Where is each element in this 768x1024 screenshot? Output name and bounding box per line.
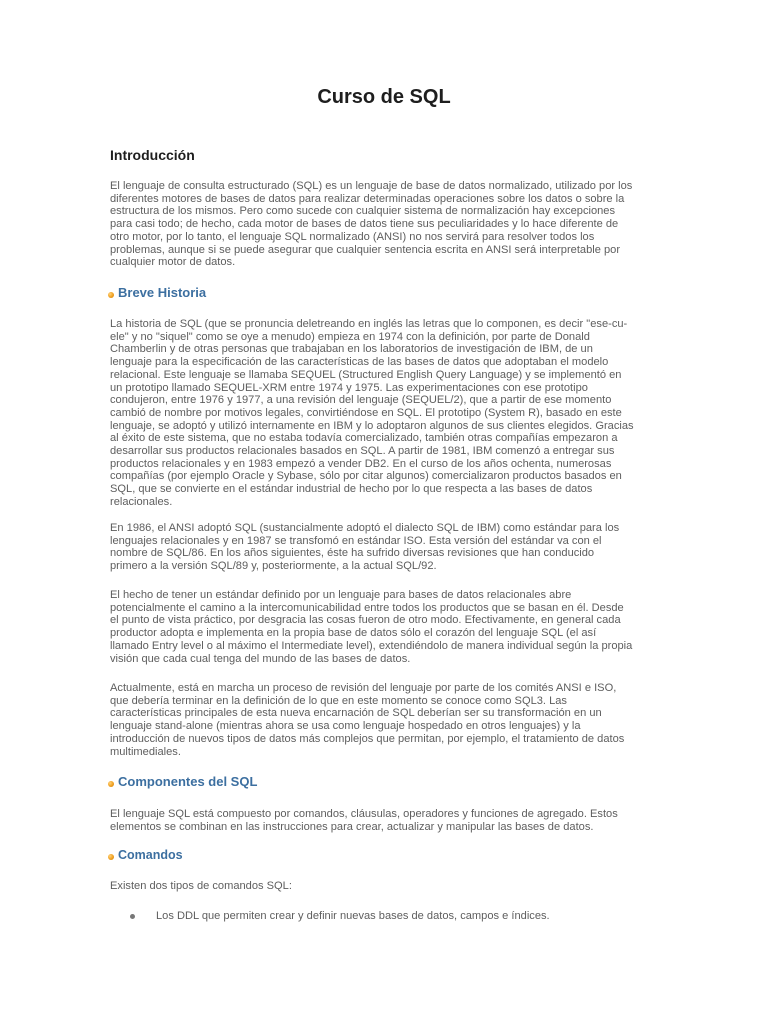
text-line: En 1986, el ANSI adoptó SQL (sustancialmente adoptó el dialecto SQL de IBM) como estándar para los bbox=[110, 522, 620, 534]
text-line: desarrollar sus productos relacionales basados en SQL. A partir de 1981, IBM comenzó a entregar sus bbox=[110, 445, 615, 458]
text-line: relacional. Este lenguaje se llamaba SEQUEL (Structured English Query Language) y se implementó en bbox=[110, 368, 622, 381]
text-line: El lenguaje SQL está compuesto por comandos, cláusulas, operadores y funciones de agregado. Estos bbox=[110, 808, 618, 820]
text-line: productos relacionales y en 1983 empezó a vender DB2. En el curso de los años ochenta, numerosas bbox=[110, 457, 612, 470]
section-heading-historia bbox=[108, 285, 206, 300]
text-line: elementos se combinan en las instrucciones para crear, actualizar y manipular las bases de datos. bbox=[110, 820, 594, 833]
text-line: visión que cada cual tenga del mundo de las bases de datos. bbox=[110, 652, 411, 665]
text-line: introducción de nuevos tipos de datos más complejos que permitan, por ejemplo, el tratamiento de datos bbox=[110, 732, 625, 745]
text-line: lenguaje, se adoptó y utilizó internamente en IBM y lo adoptaron algunos de sus clientes elegidos. Gracias bbox=[110, 419, 634, 432]
orange-bullet-icon bbox=[108, 292, 114, 298]
section-heading-label: Comandos bbox=[118, 848, 183, 862]
text-line: productor adopta e implementa en la propia base de datos sólo el corazón del lenguaje SQL (el así bbox=[110, 627, 597, 640]
text-line: llamado Entry level o al máximo el Intermediate level), extendiéndolo de manera individual según la propia bbox=[110, 639, 633, 652]
text-line: que debería terminar en la definición de lo que en este momento se conoce como SQL3. Las bbox=[110, 694, 567, 707]
section-heading-componentes bbox=[108, 774, 257, 789]
section-heading-comandos bbox=[108, 848, 183, 862]
text-line: Existen dos tipos de comandos SQL: bbox=[110, 880, 292, 892]
text-line: cualquier motor de datos. bbox=[110, 256, 236, 269]
intro-paragraph bbox=[110, 180, 660, 269]
text-line: El hecho de tener un estándar definido por un lenguaje para bases de datos relacionales abre bbox=[110, 589, 572, 601]
historia-paragraph-2 bbox=[110, 522, 660, 573]
historia-paragraph-1 bbox=[110, 318, 660, 509]
text-line: La historia de SQL (que se pronuncia deletreando en inglés las letras que lo componen, es decir "ese-cu- bbox=[110, 318, 628, 330]
orange-bullet-icon bbox=[108, 854, 114, 860]
comandos-paragraph bbox=[110, 880, 660, 893]
text-line: relacionales. bbox=[110, 495, 173, 508]
text-line: Actualmente, está en marcha un proceso de revisión del lenguaje por parte de los comités ANSI e ISO, bbox=[110, 682, 617, 694]
text-line: cambió de nombre por motivos legales, convirtiéndose en SQL. El prototipo (System R), basado en este bbox=[110, 406, 622, 419]
text-line: el punto de vista práctico, por desgracia las cosas fueron de otro modo. Efectivamente, en general cada bbox=[110, 614, 621, 627]
text-line: lenguajes relacionales y en 1987 se transfomó en estándar ISO. Esta versión del estándar va con el bbox=[110, 534, 602, 547]
text-line: lenguaje stand-alone (mientras ahora se usa como lenguaje hospedado en otros lenguajes) y la bbox=[110, 720, 581, 733]
historia-paragraph-3 bbox=[110, 589, 660, 665]
text-line: El lenguaje de consulta estructurado (SQL) es un lenguaje de base de datos normalizado, utilizado por los bbox=[110, 180, 633, 192]
text-line: Chamberlin y de otras personas que trabajaban en los laboratorios de investigación de IBM, de un bbox=[110, 343, 593, 356]
list-item-text: Los DDL que permiten crear y definir nuevas bases de datos, campos e índices. bbox=[156, 910, 550, 922]
text-line: problemas, aunque si se puede asegurar que cualquier sentencia escrita en ANSI será interpretable por bbox=[110, 243, 621, 256]
section-heading-label: Breve Historia bbox=[118, 285, 207, 300]
list-item bbox=[130, 910, 550, 922]
text-line: características principales de esta nueva encarnación de SQL deberían ser su transformación en un bbox=[110, 707, 602, 720]
section-heading-label: Componentes del SQL bbox=[118, 774, 258, 789]
text-line: lenguaje para la especificación de las características de las bases de datos que adoptaban el modelo bbox=[110, 356, 609, 369]
text-line: nombre de SQL/86. En los años siguientes, éste ha sufrido diversas revisiones que han conducido bbox=[110, 547, 595, 560]
text-line: un prototipo llamado SEQUEL-XRM entre 1974 y 1975. Las experimentaciones con ese prototipo bbox=[110, 381, 588, 394]
text-line: compañías (por ejemplo Oracle y Sybase, sólo por citar algunos) comercializaron productos basados en bbox=[110, 470, 622, 483]
text-line: al éxito de este sistema, que no estaba todavía comercializado, también otras compañías empezaron a bbox=[110, 432, 618, 445]
text-line: SQL, que se convierte en el estándar industrial de hecho por lo que respecta a las bases de datos bbox=[110, 483, 593, 496]
page-title: Curso de SQL bbox=[317, 86, 451, 108]
list-bullet-icon bbox=[130, 914, 135, 919]
componentes-paragraph bbox=[110, 808, 660, 833]
orange-bullet-icon bbox=[108, 781, 114, 787]
text-line: primero a la versión SQL/89 y, posteriormente, a la actual SQL/92. bbox=[110, 560, 437, 573]
text-line: condujeron, entre 1976 y 1977, a una revisión del lenguaje (SEQUEL/2), que a partir de ese momento bbox=[110, 394, 612, 407]
historia-paragraph-4 bbox=[110, 682, 660, 758]
intro-heading: Introducción bbox=[110, 147, 195, 163]
text-line: ele" y no "siquel" como se oye a menudo) empieza en 1974 con la definición, por parte de Donald bbox=[110, 330, 590, 343]
text-line: diferentes motores de bases de datos para realizar determinadas operaciones sobre los datos o sobre la bbox=[110, 192, 625, 205]
text-line: potencialmente el camino a la intercomunicabilidad entre todos los productos que se basan en él. Desde bbox=[110, 601, 624, 614]
text-line: estructura de los mismos. Pero como sucede con cualquier sistema de normalización hay excepciones bbox=[110, 205, 616, 218]
text-line: multimediales. bbox=[110, 745, 181, 758]
text-line: para casi todo; de hecho, cada motor de bases de datos tiene sus peculiaridades y lo hace diferente de bbox=[110, 218, 619, 231]
text-line: otro motor, por lo tanto, el lenguaje SQL normalizado (ANSI) no nos servirá para resolver todos los bbox=[110, 230, 595, 243]
